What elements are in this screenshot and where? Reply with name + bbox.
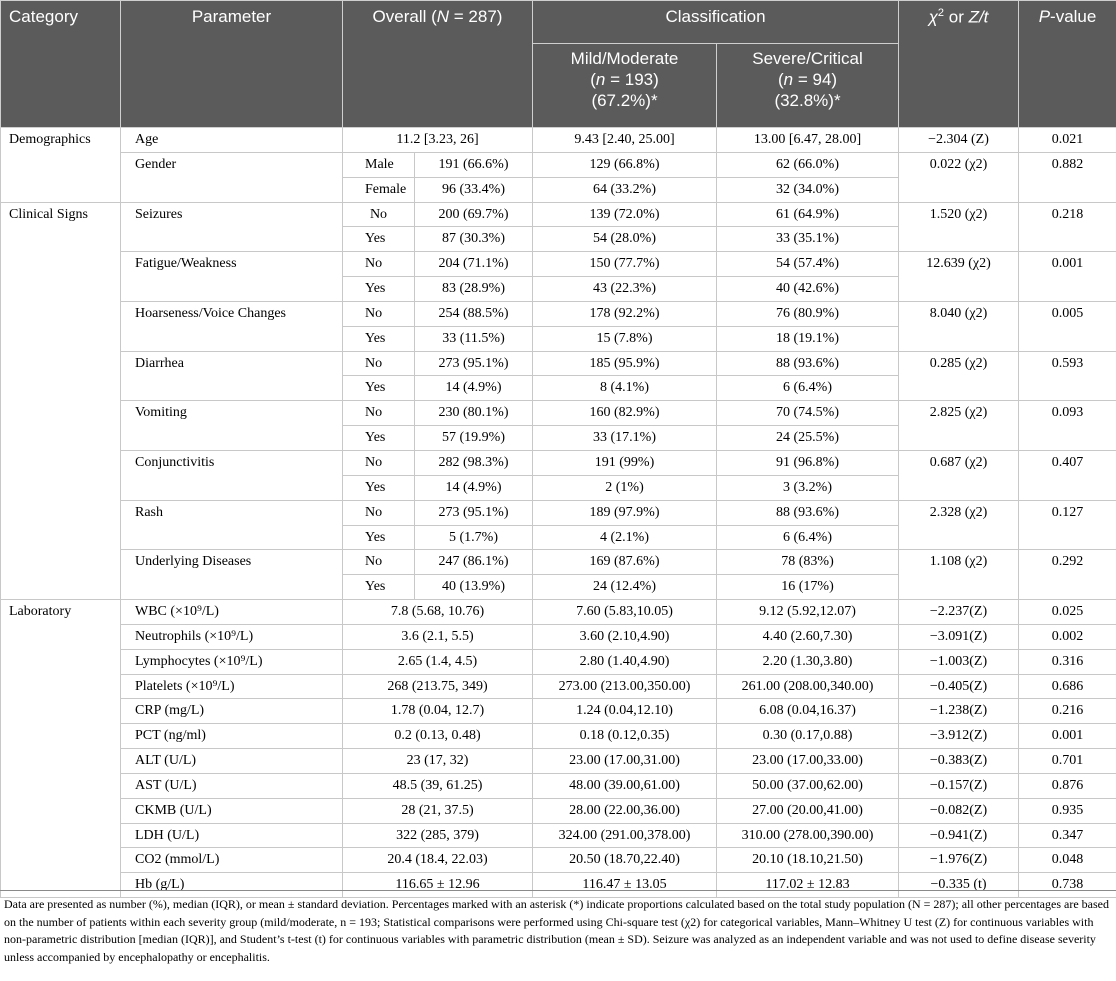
statistic-cell: −0.082(Z): [899, 798, 1019, 823]
header-classification: Classification: [533, 1, 899, 44]
mild-cell: 8 (4.1%): [533, 376, 717, 401]
header-statistic: [899, 1, 1019, 128]
parameter-cell: Neutrophils (×10⁹/L): [121, 624, 343, 649]
severe-cell: 117.02 ± 12.83: [717, 873, 899, 898]
severe-cell: 40 (42.6%): [717, 277, 899, 302]
header-overall-n: N: [436, 7, 450, 26]
table-row: [1, 301, 1116, 326]
parameter-cell: Lymphocytes (×10⁹/L): [121, 649, 343, 674]
header-pvalue-rest: -value: [1050, 7, 1097, 26]
mild-cell: 4 (2.1%): [533, 525, 717, 550]
pvalue-cell: 0.593: [1019, 351, 1116, 401]
header-overall-suffix: = 287): [449, 7, 503, 26]
parameter-cell: Rash: [121, 500, 343, 550]
statistic-cell: −0.405(Z): [899, 674, 1019, 699]
overall-cell: 200 (69.7%): [415, 202, 533, 227]
pvalue-cell: 0.935: [1019, 798, 1116, 823]
level-cell: Yes: [343, 525, 415, 550]
statistic-cell: 2.328 (χ2): [899, 500, 1019, 550]
statistic-cell: −1.238(Z): [899, 699, 1019, 724]
header-severe-critical: [717, 44, 899, 128]
mild-cell: 24 (12.4%): [533, 575, 717, 600]
mild-cell: 139 (72.0%): [533, 202, 717, 227]
overall-cell: 57 (19.9%): [415, 426, 533, 451]
severe-cell: 70 (74.5%): [717, 401, 899, 426]
level-cell: Yes: [343, 426, 415, 451]
mild-cell: 324.00 (291.00,378.00): [533, 823, 717, 848]
statistic-cell: 0.687 (χ2): [899, 450, 1019, 500]
overall-cell: 2.65 (1.4, 4.5): [343, 649, 533, 674]
pvalue-cell: 0.001: [1019, 252, 1116, 302]
overall-cell: 48.5 (39, 61.25): [343, 773, 533, 798]
table-row: [1, 152, 1116, 177]
overall-cell: 96 (33.4%): [415, 177, 533, 202]
table-row: [1, 450, 1116, 475]
mild-cell: 23.00 (17.00,31.00): [533, 749, 717, 774]
overall-cell: 322 (285, 379): [343, 823, 533, 848]
mild-cell: 9.43 [2.40, 25.00]: [533, 128, 717, 153]
severe-cell: 91 (96.8%): [717, 450, 899, 475]
mild-cell: 2.80 (1.40,4.90): [533, 649, 717, 674]
severe-cell: 261.00 (208.00,340.00): [717, 674, 899, 699]
severe-cell: 20.10 (18.10,21.50): [717, 848, 899, 873]
mild-cell: 150 (77.7%): [533, 252, 717, 277]
statistic-cell: 12.639 (χ2): [899, 252, 1019, 302]
table-row: [1, 202, 1116, 227]
header-severe-n-value: = 94): [793, 70, 838, 89]
level-cell: No: [343, 301, 415, 326]
pvalue-cell: 0.876: [1019, 773, 1116, 798]
parameter-cell: Platelets (×10⁹/L): [121, 674, 343, 699]
severe-cell: 23.00 (17.00,33.00): [717, 749, 899, 774]
table-row: [1, 823, 1116, 848]
severe-cell: 6 (6.4%): [717, 525, 899, 550]
level-cell: No: [343, 252, 415, 277]
table-row: [1, 351, 1116, 376]
parameter-cell: Vomiting: [121, 401, 343, 451]
overall-cell: 282 (98.3%): [415, 450, 533, 475]
level-cell: No: [343, 351, 415, 376]
mild-cell: 178 (92.2%): [533, 301, 717, 326]
level-cell: No: [343, 401, 415, 426]
header-mild-n: n: [595, 70, 606, 89]
severe-cell: 2.20 (1.30,3.80): [717, 649, 899, 674]
overall-cell: 28 (21, 37.5): [343, 798, 533, 823]
header-mild-line3: (67.2%)*: [591, 91, 658, 110]
statistic-cell: −1.003(Z): [899, 649, 1019, 674]
header-parameter: Parameter: [121, 1, 343, 128]
overall-cell: 273 (95.1%): [415, 351, 533, 376]
level-cell: Yes: [343, 277, 415, 302]
overall-cell: 247 (86.1%): [415, 550, 533, 575]
mild-cell: 64 (33.2%): [533, 177, 717, 202]
mild-cell: 28.00 (22.00,36.00): [533, 798, 717, 823]
severe-cell: 4.40 (2.60,7.30): [717, 624, 899, 649]
pvalue-cell: 0.407: [1019, 450, 1116, 500]
table-row: [1, 252, 1116, 277]
header-overall: [343, 1, 533, 128]
mild-cell: 169 (87.6%): [533, 550, 717, 575]
severe-cell: 88 (93.6%): [717, 351, 899, 376]
mild-cell: 48.00 (39.00,61.00): [533, 773, 717, 798]
header-mild-line2: (n = 193): [590, 70, 659, 89]
overall-cell: 0.2 (0.13, 0.48): [343, 724, 533, 749]
mild-cell: 273.00 (213.00,350.00): [533, 674, 717, 699]
header-severe-line1: Severe/Critical: [752, 49, 863, 68]
mild-cell: 33 (17.1%): [533, 426, 717, 451]
severe-cell: 50.00 (37.00,62.00): [717, 773, 899, 798]
header-stat-zt: Z/t: [968, 7, 989, 27]
table-bottom-rule: [0, 890, 1116, 891]
statistic-cell: −1.976(Z): [899, 848, 1019, 873]
mild-cell: 191 (99%): [533, 450, 717, 475]
table-row: [1, 773, 1116, 798]
mild-cell: 160 (82.9%): [533, 401, 717, 426]
severe-cell: 78 (83%): [717, 550, 899, 575]
overall-cell: 87 (30.3%): [415, 227, 533, 252]
level-cell: Yes: [343, 376, 415, 401]
parameter-cell: WBC (×10⁹/L): [121, 600, 343, 625]
overall-cell: 7.8 (5.68, 10.76): [343, 600, 533, 625]
parameter-cell: Hb (g/L): [121, 873, 343, 898]
table-row: [1, 401, 1116, 426]
table-row: [1, 848, 1116, 873]
level-cell: Yes: [343, 326, 415, 351]
level-cell: Yes: [343, 475, 415, 500]
header-mild-moderate: [533, 44, 717, 128]
table-row: [1, 749, 1116, 774]
severe-cell: 61 (64.9%): [717, 202, 899, 227]
header-stat-chi: χ: [928, 7, 938, 27]
overall-cell: 204 (71.1%): [415, 252, 533, 277]
overall-cell: 1.78 (0.04, 12.7): [343, 699, 533, 724]
table-row: [1, 699, 1116, 724]
header-severe-line2: (n = 94): [777, 70, 838, 89]
severe-cell: 62 (66.0%): [717, 152, 899, 177]
parameter-cell: Diarrhea: [121, 351, 343, 401]
severe-cell: 54 (57.4%): [717, 252, 899, 277]
severe-cell: 13.00 [6.47, 28.00]: [717, 128, 899, 153]
statistic-cell: 2.825 (χ2): [899, 401, 1019, 451]
parameter-cell: Underlying Diseases: [121, 550, 343, 600]
table-row: [1, 724, 1116, 749]
table-body: [1, 128, 1116, 898]
statistic-cell: −2.237(Z): [899, 600, 1019, 625]
severe-cell: 6.08 (0.04,16.37): [717, 699, 899, 724]
overall-cell: 33 (11.5%): [415, 326, 533, 351]
category-cell: Clinical Signs: [1, 202, 121, 600]
pvalue-cell: 0.738: [1019, 873, 1116, 898]
level-cell: Yes: [343, 227, 415, 252]
pvalue-cell: 0.218: [1019, 202, 1116, 252]
severe-cell: 16 (17%): [717, 575, 899, 600]
table-row: [1, 128, 1116, 153]
statistic-cell: −0.335 (t): [899, 873, 1019, 898]
header-pvalue-p: P: [1038, 7, 1051, 26]
parameter-cell: CKMB (U/L): [121, 798, 343, 823]
severe-cell: 76 (80.9%): [717, 301, 899, 326]
parameter-cell: Fatigue/Weakness: [121, 252, 343, 302]
severe-cell: 27.00 (20.00,41.00): [717, 798, 899, 823]
overall-cell: 116.65 ± 12.96: [343, 873, 533, 898]
category-cell: Demographics: [1, 128, 121, 203]
category-cell: Laboratory: [1, 600, 121, 898]
header-mild-line1: Mild/Moderate: [570, 49, 679, 68]
header-stat-or: or: [944, 7, 969, 27]
pvalue-cell: 0.005: [1019, 301, 1116, 351]
pvalue-cell: 0.316: [1019, 649, 1116, 674]
mild-cell: 3.60 (2.10,4.90): [533, 624, 717, 649]
mild-cell: 116.47 ± 13.05: [533, 873, 717, 898]
mild-cell: 20.50 (18.70,22.40): [533, 848, 717, 873]
parameter-cell: PCT (ng/ml): [121, 724, 343, 749]
parameter-cell: Gender: [121, 152, 343, 202]
level-cell: No: [343, 500, 415, 525]
statistic-cell: 8.040 (χ2): [899, 301, 1019, 351]
mild-cell: 189 (97.9%): [533, 500, 717, 525]
pvalue-cell: 0.093: [1019, 401, 1116, 451]
mild-cell: 0.18 (0.12,0.35): [533, 724, 717, 749]
overall-cell: 230 (80.1%): [415, 401, 533, 426]
pvalue-cell: 0.127: [1019, 500, 1116, 550]
parameter-cell: LDH (U/L): [121, 823, 343, 848]
table-row: [1, 649, 1116, 674]
statistic-cell: −2.304 (Z): [899, 128, 1019, 153]
parameter-cell: Seizures: [121, 202, 343, 252]
mild-cell: 2 (1%): [533, 475, 717, 500]
header-category: Category: [1, 1, 121, 128]
severe-cell: 18 (19.1%): [717, 326, 899, 351]
overall-cell: 14 (4.9%): [415, 376, 533, 401]
severe-cell: 0.30 (0.17,0.88): [717, 724, 899, 749]
severe-cell: 3 (3.2%): [717, 475, 899, 500]
statistic-cell: 1.108 (χ2): [899, 550, 1019, 600]
severe-cell: 32 (34.0%): [717, 177, 899, 202]
severe-cell: 310.00 (278.00,390.00): [717, 823, 899, 848]
statistic-cell: 1.520 (χ2): [899, 202, 1019, 252]
pvalue-cell: 0.002: [1019, 624, 1116, 649]
pvalue-cell: 0.001: [1019, 724, 1116, 749]
statistic-cell: −3.091(Z): [899, 624, 1019, 649]
overall-cell: 23 (17, 32): [343, 749, 533, 774]
statistic-cell: −0.941(Z): [899, 823, 1019, 848]
overall-cell: 268 (213.75, 349): [343, 674, 533, 699]
parameter-cell: Conjunctivitis: [121, 450, 343, 500]
mild-cell: 7.60 (5.83,10.05): [533, 600, 717, 625]
pvalue-cell: 0.216: [1019, 699, 1116, 724]
statistic-cell: −3.912(Z): [899, 724, 1019, 749]
header-mild-n-value: = 193): [605, 70, 659, 89]
parameter-cell: CO2 (mmol/L): [121, 848, 343, 873]
header-severe-line3: (32.8%)*: [774, 91, 841, 110]
severe-cell: 33 (35.1%): [717, 227, 899, 252]
parameter-cell: AST (U/L): [121, 773, 343, 798]
mild-cell: 129 (66.8%): [533, 152, 717, 177]
pvalue-cell: 0.048: [1019, 848, 1116, 873]
pvalue-cell: 0.701: [1019, 749, 1116, 774]
parameter-cell: Hoarseness/Voice Changes: [121, 301, 343, 351]
table-row: [1, 873, 1116, 898]
table-row: [1, 600, 1116, 625]
mild-cell: 15 (7.8%): [533, 326, 717, 351]
pvalue-cell: 0.347: [1019, 823, 1116, 848]
header-pvalue: [1019, 1, 1116, 128]
level-cell: Yes: [343, 575, 415, 600]
mild-cell: 43 (22.3%): [533, 277, 717, 302]
overall-cell: 273 (95.1%): [415, 500, 533, 525]
table-row: [1, 624, 1116, 649]
severe-cell: 88 (93.6%): [717, 500, 899, 525]
overall-cell: 83 (28.9%): [415, 277, 533, 302]
header-severe-n: n: [783, 70, 794, 89]
severe-cell: 9.12 (5.92,12.07): [717, 600, 899, 625]
table-header: [1, 1, 1116, 128]
mild-cell: 185 (95.9%): [533, 351, 717, 376]
pvalue-cell: 0.021: [1019, 128, 1116, 153]
table-row: [1, 674, 1116, 699]
statistic-cell: −0.383(Z): [899, 749, 1019, 774]
parameter-cell: Age: [121, 128, 343, 153]
header-overall-prefix: Overall (: [372, 7, 437, 26]
pvalue-cell: 0.025: [1019, 600, 1116, 625]
severe-cell: 24 (25.5%): [717, 426, 899, 451]
overall-cell: 254 (88.5%): [415, 301, 533, 326]
severe-cell: 6 (6.4%): [717, 376, 899, 401]
level-cell: Male: [343, 152, 415, 177]
parameter-cell: ALT (U/L): [121, 749, 343, 774]
statistic-cell: 0.022 (χ2): [899, 152, 1019, 202]
pvalue-cell: 0.882: [1019, 152, 1116, 202]
pvalue-cell: 0.292: [1019, 550, 1116, 600]
table-row: [1, 798, 1116, 823]
overall-cell: 191 (66.6%): [415, 152, 533, 177]
overall-cell: 20.4 (18.4, 22.03): [343, 848, 533, 873]
header-stat-sup: 2: [937, 7, 945, 19]
table-row: [1, 500, 1116, 525]
level-cell: Female: [343, 177, 415, 202]
statistic-cell: 0.285 (χ2): [899, 351, 1019, 401]
overall-cell: 5 (1.7%): [415, 525, 533, 550]
level-cell: No: [343, 450, 415, 475]
table-row: [1, 550, 1116, 575]
parameter-cell: CRP (mg/L): [121, 699, 343, 724]
level-cell: No: [343, 202, 415, 227]
statistic-cell: −0.157(Z): [899, 773, 1019, 798]
mild-cell: 54 (28.0%): [533, 227, 717, 252]
overall-cell: 3.6 (2.1, 5.5): [343, 624, 533, 649]
overall-cell: 11.2 [3.23, 26]: [343, 128, 533, 153]
level-cell: No: [343, 550, 415, 575]
overall-cell: 40 (13.9%): [415, 575, 533, 600]
mild-cell: 1.24 (0.04,12.10): [533, 699, 717, 724]
overall-cell: 14 (4.9%): [415, 475, 533, 500]
table-footnote: Data are presented as number (%), median (IQR), or mean ± standard deviation. Percentages marked with an asterisk (*) indicate proportions calculated based on the total study population (N = 287); all other percentages are based on the number of patients within each severity group (mild/moderate, n = 193; Statistical comparisons were performed using Chi-square test (χ2) for categorical variables, Mann–Whitney U test (Z) for continuous variables with non-parametric distribution [median (IQR)], and Student’s t-test (t) for continuous variables with parametric distribution (mean ± SD). Seizure was analyzed as an independent variable and was not used to define disease severity unless accompanied by encephalopathy or encephalitis.: [4, 897, 1109, 964]
pvalue-cell: 0.686: [1019, 674, 1116, 699]
